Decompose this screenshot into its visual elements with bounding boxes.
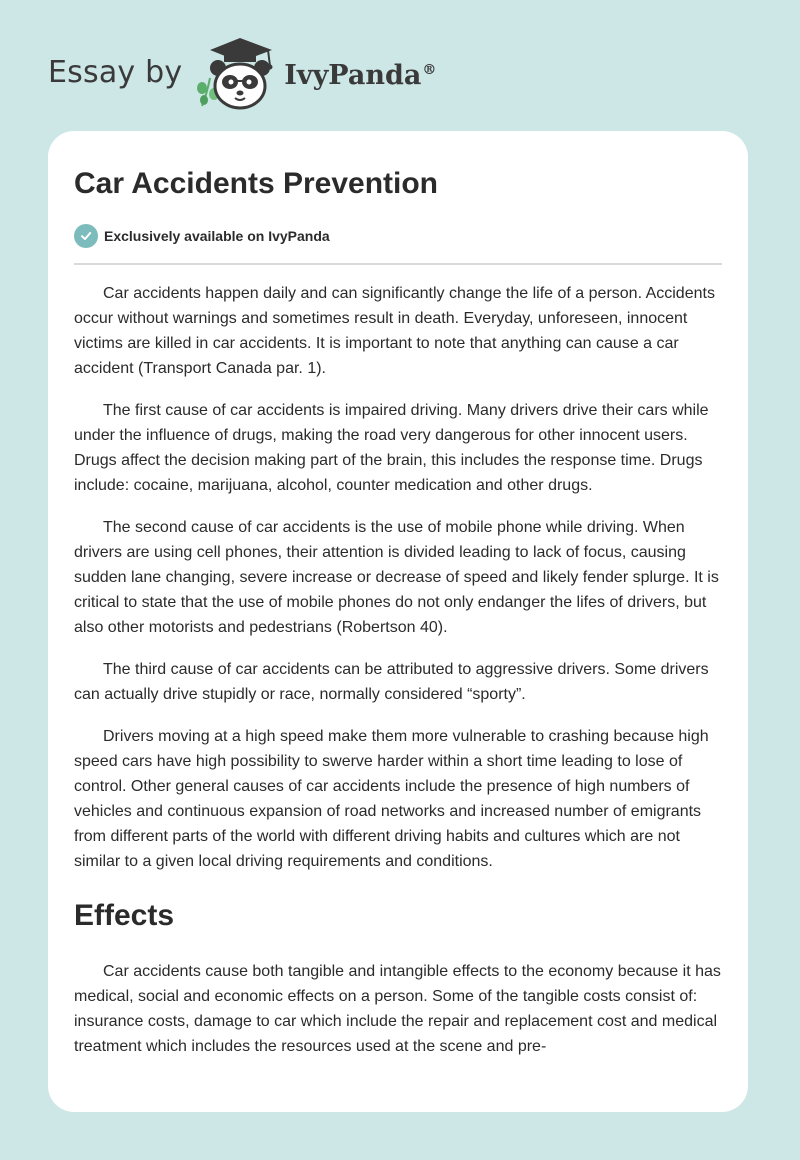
check-circle-icon (74, 224, 98, 248)
section-heading-effects: Effects (74, 899, 175, 932)
brand-header (48, 34, 436, 114)
article-title: Car Accidents Prevention (74, 167, 438, 200)
brand-prefix: Essay by (48, 54, 183, 90)
paragraph: Drivers moving at a high speed make them more vulnerable to crashing because high speed cars have high possibility to swerve harder within a short time leading to lose of control. Other general causes of car accidents include the presence of high numbers of vehicles and continuous expansion of road networks and increased number of emigrants from different parts of the world with different driving habits and cultures which are not similar to a given local driving requirements and conditions. (74, 728, 709, 870)
paragraph: The first cause of car accidents is impaired driving. Many drivers drive their cars while under the influence of drugs, making the road very dangerous for other innocent users. Drugs affect the decision making part of the brain, this includes the response time. Drugs include: cocaine, marijuana, alcohol, counter medication and other drugs. (74, 402, 709, 494)
paragraph: Car accidents happen daily and can significantly change the life of a person. Accidents occur without warnings and sometimes result in death. Everyday, unforeseen, innocent victims are killed in car accidents. It is important to note that anything can cause a car accident (Transport Canada par. 1). (74, 285, 715, 377)
exclusive-badge (74, 223, 722, 249)
registered-mark: ® (422, 61, 437, 78)
brand-name (284, 60, 436, 91)
article-card (48, 131, 748, 1112)
paragraph: The third cause of car accidents can be attributed to aggressive drivers. Some drivers can actually drive stupidly or race, normally considered “sporty”. (74, 661, 709, 703)
panda-logo-icon[interactable] (188, 36, 288, 112)
exclusive-label: Exclusively available on IvyPanda (104, 228, 330, 244)
paragraph: Car accidents cause both tangible and intangible effects to the economy because it has medical, social and economic effects on a person. Some of the tangible costs consist of: insurance costs, damage to car which include the repair and replacement cost and medical treatment which includes the resources used at the scene and pre- (74, 963, 721, 1055)
paragraph: The second cause of car accidents is the use of mobile phone while driving. When drivers are using cell phones, their attention is divided leading to lack of focus, causing sudden lane changing, severe increase or decrease of speed and likely fender splurge. It is critical to state that the use of mobile phones do not only endanger the lifes of drivers, but also other motorists and pedestrians (Robertson 40). (74, 519, 719, 636)
title-divider (74, 263, 722, 265)
brand-name-text: IvyPanda (284, 59, 422, 91)
